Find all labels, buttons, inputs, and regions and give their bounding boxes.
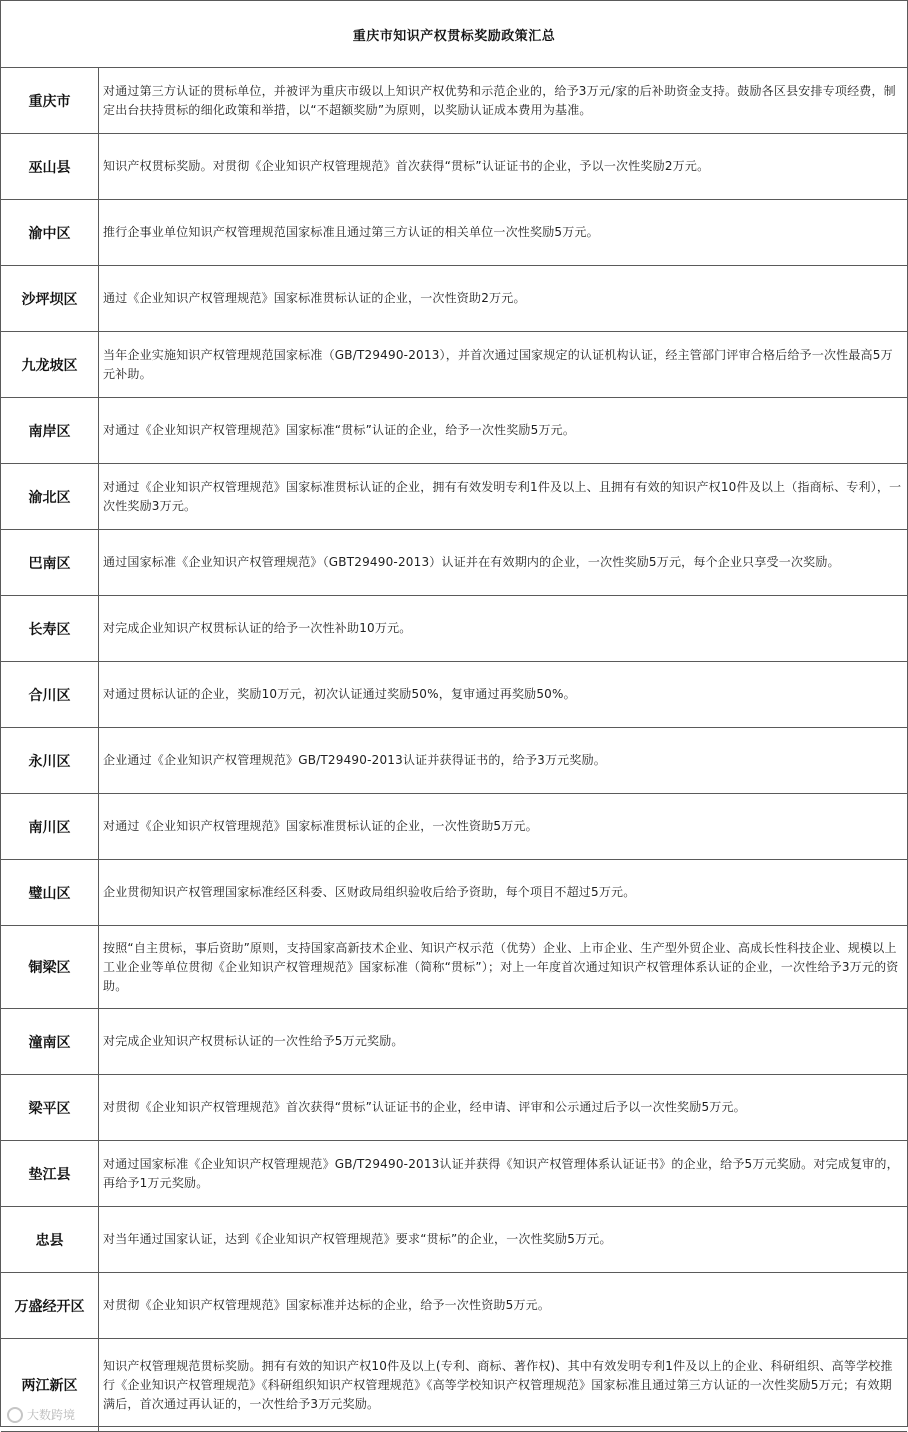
policy-cell xyxy=(99,398,907,463)
policy-cell xyxy=(99,596,907,661)
table-row xyxy=(1,596,907,662)
policy-cell xyxy=(99,134,907,199)
district-cell: 合川区 xyxy=(1,662,99,727)
policy-cell xyxy=(99,1141,907,1206)
table-row xyxy=(1,728,907,794)
policy-cell xyxy=(99,68,907,133)
policy-text: 按照“自主贯标，事后资助”原则，支持国家高新技术企业、知识产权示范（优势）企业、上市企业、生产型外贸企业、高成长性科技企业、规模以上工业企业等单位贯彻《企业知识产权管理规范》国家标准（简称“贯标”）；对上一年度首次通过知识产权管理体系认证的企业，一次性给予3万元的资助。 xyxy=(103,940,899,993)
policy-cell xyxy=(99,860,907,925)
district-cell: 铜梁区 xyxy=(1,926,99,1008)
policy-cell xyxy=(99,530,907,595)
policy-cell xyxy=(99,728,907,793)
table-title: 重庆市知识产权贯标奖励政策汇总 xyxy=(1,1,907,68)
table-row xyxy=(1,464,907,530)
district-cell: 南川区 xyxy=(1,794,99,859)
policy-text: 对贯彻《企业知识产权管理规范》首次获得“贯标”认证证书的企业，经申请、评审和公示通过后予以一次性奖励5万元。 xyxy=(103,1100,746,1114)
table-row xyxy=(1,530,907,596)
district-cell: 两江新区 xyxy=(1,1339,99,1431)
district-cell: 渝北区 xyxy=(1,464,99,529)
table-row xyxy=(1,266,907,332)
district-cell: 渝中区 xyxy=(1,200,99,265)
policy-text: 对通过第三方认证的贯标单位，并被评为重庆市级以上知识产权优势和示范企业的，给予3万元/家的后补助资金支持。鼓励各区县安排专项经费，制定出台扶持贯标的细化政策和举措，以“不超额奖励”为原则，以奖励认证成本费用为基准。 xyxy=(103,83,896,117)
table-row xyxy=(1,794,907,860)
policy-cell xyxy=(99,266,907,331)
district-cell: 垫江县 xyxy=(1,1141,99,1206)
table-row xyxy=(1,662,907,728)
policy-text: 知识产权贯标奖励。对贯彻《企业知识产权管理规范》首次获得“贯标”认证证书的企业，予以一次性奖励2万元。 xyxy=(103,159,710,173)
policy-cell xyxy=(99,464,907,529)
policy-cell xyxy=(99,926,907,1008)
watermark-logo-icon xyxy=(7,1407,23,1423)
policy-cell xyxy=(99,1009,907,1074)
policy-text: 对通过《企业知识产权管理规范》国家标准“贯标”认证的企业，给予一次性奖励5万元。 xyxy=(103,423,576,437)
policy-text: 对当年通过国家认证，达到《企业知识产权管理规范》要求“贯标”的企业，一次性奖励5万元。 xyxy=(103,1232,612,1246)
policy-cell xyxy=(99,200,907,265)
table-row xyxy=(1,860,907,926)
policy-text: 对完成企业知识产权贯标认证的给予一次性补助10万元。 xyxy=(103,621,412,635)
policy-text: 对通过国家标准《企业知识产权管理规范》GB/T29490-2013认证并获得《知识产权管理体系认证证书》的企业，给予5万元奖励。对完成复审的，再给予1万元奖励。 xyxy=(103,1156,899,1190)
district-cell: 永川区 xyxy=(1,728,99,793)
policy-cell xyxy=(99,662,907,727)
table-row xyxy=(1,332,907,398)
table-row xyxy=(1,1009,907,1075)
table-row xyxy=(1,1273,907,1339)
policy-cell xyxy=(99,794,907,859)
table-row xyxy=(1,1207,907,1273)
policy-text: 通过国家标准《企业知识产权管理规范》（GBT29490-2013）认证并在有效期内的企业，一次性奖励5万元，每个企业只享受一次奖励。 xyxy=(103,555,840,569)
table-row xyxy=(1,68,907,134)
table-row xyxy=(1,1141,907,1207)
district-cell: 万盛经开区 xyxy=(1,1273,99,1338)
policy-cell xyxy=(99,1207,907,1272)
district-cell: 沙坪坝区 xyxy=(1,266,99,331)
policy-text: 对通过贯标认证的企业，奖励10万元，初次认证通过奖励50%，复审通过再奖励50%。 xyxy=(103,687,576,701)
district-cell: 九龙坡区 xyxy=(1,332,99,397)
policy-text: 对通过《企业知识产权管理规范》国家标准贯标认证的企业，一次性资助5万元。 xyxy=(103,819,538,833)
district-cell: 忠县 xyxy=(1,1207,99,1272)
district-cell: 南岸区 xyxy=(1,398,99,463)
policy-cell xyxy=(99,1075,907,1140)
policy-text: 对贯彻《企业知识产权管理规范》国家标准并达标的企业，给予一次性资助5万元。 xyxy=(103,1298,551,1312)
district-cell: 长寿区 xyxy=(1,596,99,661)
district-cell: 梁平区 xyxy=(1,1075,99,1140)
policy-text: 知识产权管理规范贯标奖励。拥有有效的知识产权10件及以上(专利、商标、著作权)、其中有效发明专利1件及以上的企业、科研组织、高等学校推行《企业知识产权管理规范》《科研组织知识产权管理规范》《高等学校知识产权管理规范》国家标准且通过第三方认证的一次性奖励5万元；有效期满后，首次通过再认证的，一次性给予3万元奖励。 xyxy=(103,1358,893,1411)
watermark xyxy=(7,1406,75,1423)
policy-cell xyxy=(99,1273,907,1338)
table-row xyxy=(1,134,907,200)
policy-text: 企业通过《企业知识产权管理规范》GB/T29490-2013认证并获得证书的，给予3万元奖励。 xyxy=(103,753,606,767)
policy-text: 对完成企业知识产权贯标认证的一次性给予5万元奖励。 xyxy=(103,1034,404,1048)
district-cell: 重庆市 xyxy=(1,68,99,133)
table-row xyxy=(1,1339,907,1432)
policy-cell xyxy=(99,1339,907,1431)
policy-text: 通过《企业知识产权管理规范》国家标准贯标认证的企业，一次性资助2万元。 xyxy=(103,291,526,305)
table-row xyxy=(1,398,907,464)
policy-text: 推行企事业单位知识产权管理规范国家标准且通过第三方认证的相关单位一次性奖励5万元。 xyxy=(103,225,599,239)
policy-text: 对通过《企业知识产权管理规范》国家标准贯标认证的企业，拥有有效发明专利1件及以上、且拥有有效的知识产权10件及以上（指商标、专利），一次性奖励3万元。 xyxy=(103,479,902,513)
watermark-text: 大数跨境 xyxy=(27,1408,76,1422)
district-cell: 璧山区 xyxy=(1,860,99,925)
policy-text: 当年企业实施知识产权管理规范国家标准（GB/T29490-2013），并首次通过国家规定的认证机构认证，经主管部门评审合格后给予一次性最高5万元补助。 xyxy=(103,347,893,381)
district-cell: 巴南区 xyxy=(1,530,99,595)
policy-cell xyxy=(99,332,907,397)
district-cell: 巫山县 xyxy=(1,134,99,199)
policy-text: 企业贯彻知识产权管理国家标准经区科委、区财政局组织验收后给予资助，每个项目不超过5万元。 xyxy=(103,885,636,899)
table-row xyxy=(1,926,907,1009)
table-row xyxy=(1,200,907,266)
table-row xyxy=(1,1075,907,1141)
district-cell: 潼南区 xyxy=(1,1009,99,1074)
